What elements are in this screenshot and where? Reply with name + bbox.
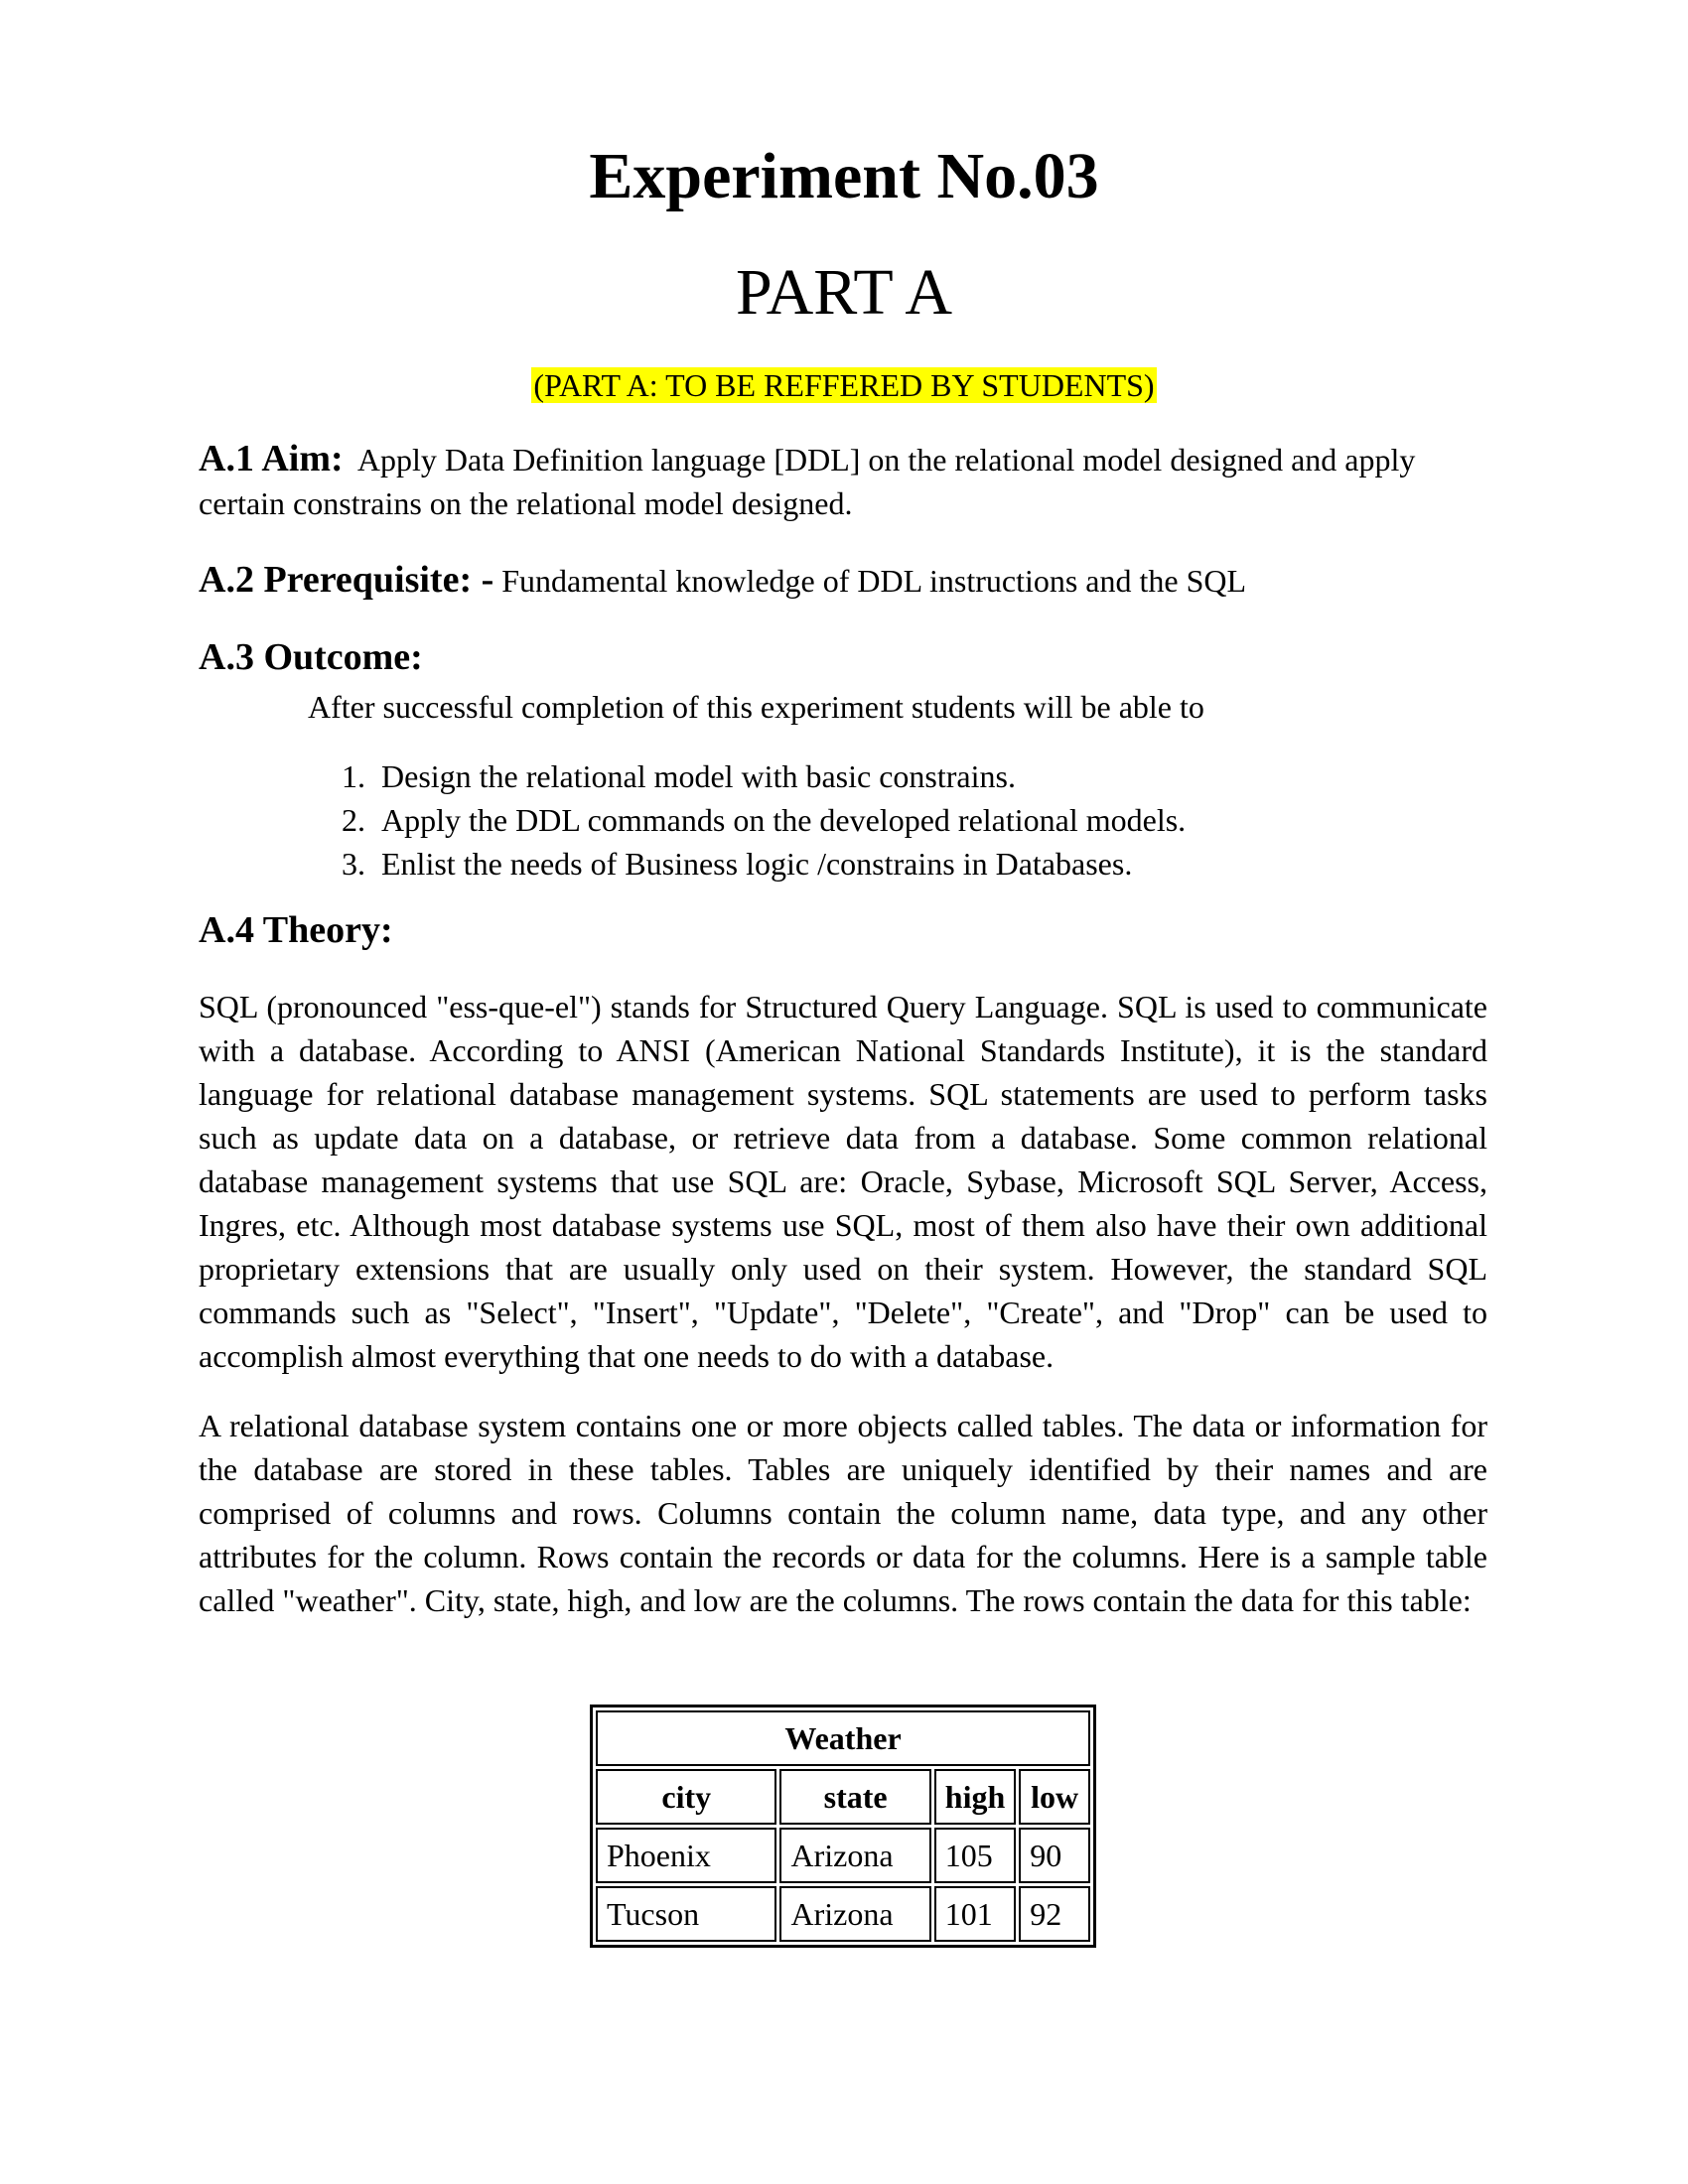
theory-paragraph-1: SQL (pronounced "ess-que-el") stands for Structured Query Language. SQL is used to communicate with a database. According to ANSI (American National Standards Institute), it is the standard language for relational database management systems. SQL statements are used to perform tasks such as update data on a database, or retrieve data from a database. Some common relational database management systems that use SQL are: Oracle, Sybase, Microsoft SQL Server, Access, Ingres, etc. Although most database systems use SQL, most of them also have their own additional proprietary extensions that are usually only used on their system. However, the standard SQL commands such as "Select", "Insert", "Update", "Delete", "Create", and "Drop" can be used to accomplish almost everything that one needs to do with a database. (199, 989, 1487, 1374)
part-note-highlight: (PART A: TO BE REFFERED BY STUDENTS) (533, 367, 1155, 403)
table-cell: Tucson (596, 1886, 776, 1942)
outcome-section (199, 635, 1487, 680)
column-header-state: state (779, 1769, 930, 1825)
list-item-number: 3 . (298, 842, 365, 886)
prerequisite-text: Fundamental knowledge of DDL instructions and the SQL (501, 563, 1247, 599)
outcome-heading: A.3 Outcome: (199, 636, 423, 678)
outcome-intro: After successful completion of this experiment students will be able to (308, 689, 1204, 725)
list-item (298, 754, 1186, 798)
list-item (298, 798, 1186, 842)
table-row (596, 1886, 1090, 1942)
list-item-text: Apply the DDL commands on the developed relational models. (381, 802, 1187, 838)
table-caption: Weather (596, 1710, 1090, 1766)
column-header-low: low (1019, 1769, 1090, 1825)
list-item-number: 1 . (298, 754, 365, 798)
weather-table (590, 1705, 1096, 1948)
prerequisite-heading: A.2 Prerequisite: - (199, 559, 494, 601)
page-title: Experiment No.03 (589, 140, 1099, 212)
theory-heading: A.4 Theory: (199, 909, 393, 951)
outcome-list (298, 754, 1186, 886)
list-item (298, 842, 1186, 886)
column-header-high: high (934, 1769, 1016, 1825)
theory-paragraph-2: A relational database system contains one or more objects called tables. The data or information for the database are stored in these tables. Tables are uniquely identified by their names and are comprised of columns and rows. Columns contain the column name, data type, and any other attributes for the column. Rows contain the records or data for the columns. Here is a sample table called "weather". City, state, high, and low are the columns. The rows contain the data for this table: (199, 1408, 1487, 1618)
column-header-city: city (596, 1769, 776, 1825)
aim-text: Apply Data Definition language [DDL] on the relational model designed and apply certain constrains on the relational model designed. (199, 442, 1416, 521)
list-item-text: Design the relational model with basic constrains. (381, 758, 1016, 794)
table-cell: Arizona (779, 1828, 930, 1883)
table-cell: 105 (934, 1828, 1016, 1883)
aim-section (199, 437, 1487, 525)
list-item-number: 2 . (298, 798, 365, 842)
table-header-row (596, 1769, 1090, 1825)
part-heading: PART A (735, 256, 952, 329)
table-cell: Phoenix (596, 1828, 776, 1883)
part-note-line (0, 365, 1688, 405)
table-cell: Arizona (779, 1886, 930, 1942)
list-item-text: Enlist the needs of Business logic /constrains in Databases. (381, 846, 1133, 882)
theory-section (199, 908, 1487, 953)
table-cell: 101 (934, 1886, 1016, 1942)
table-row (596, 1828, 1090, 1883)
table-cell: 90 (1019, 1828, 1090, 1883)
table-cell: 92 (1019, 1886, 1090, 1942)
prerequisite-section (199, 558, 1487, 603)
aim-heading: A.1 Aim: (199, 438, 344, 479)
